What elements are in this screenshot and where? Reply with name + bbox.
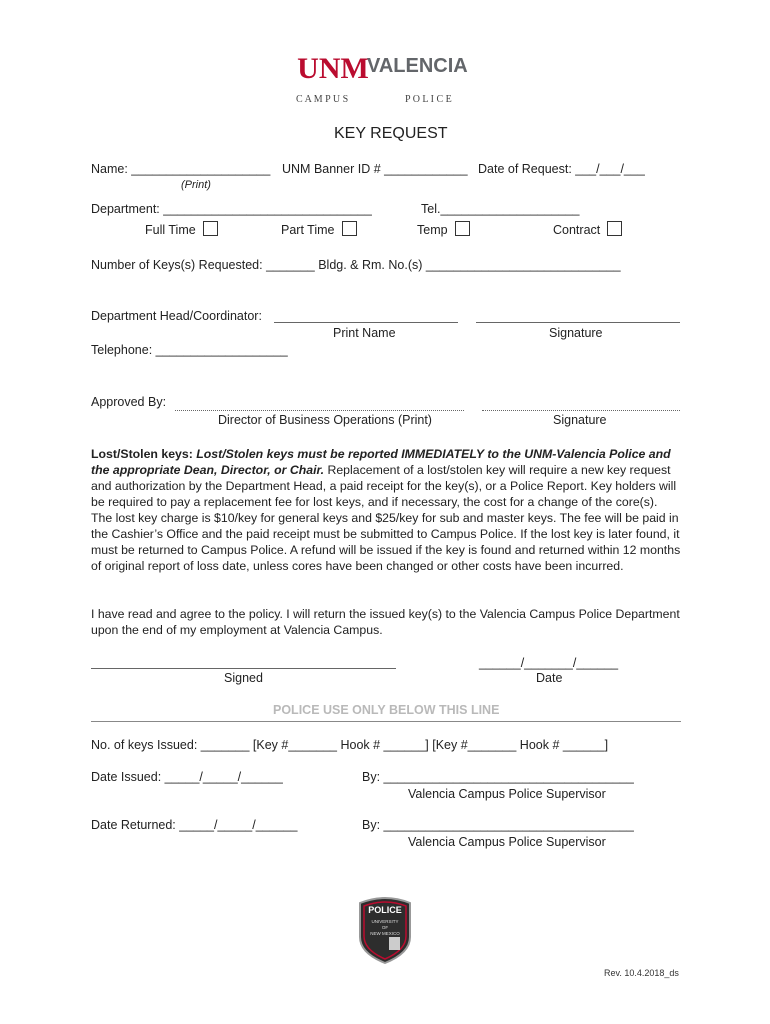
part-time-option[interactable]: [281, 221, 357, 237]
police-badge: [355, 895, 415, 968]
approved-by-label: Approved By:: [91, 395, 167, 409]
approved-print-line[interactable]: [175, 410, 464, 411]
date-of-request-field[interactable]: Date of Request: ___/___/___: [478, 162, 645, 176]
full-time-checkbox[interactable]: [203, 221, 218, 236]
full-time-label: Full Time: [145, 223, 196, 237]
agreement-paragraph: I have read and agree to the policy. I will return the issued key(s) to the Valencia Campus Police Department upon the end of my employment at Valencia Campus.: [91, 607, 680, 637]
dept-head-print-name-label: Print Name: [333, 326, 396, 340]
full-time-option[interactable]: [145, 221, 218, 237]
contract-checkbox[interactable]: [607, 221, 622, 236]
keys-requested-field[interactable]: Number of Keys(s) Requested: _______ Bldg. & Rm. No.(s) ____________________________: [91, 258, 621, 272]
logo-sub-campus: C A M P U S: [296, 94, 349, 105]
date-issued-field[interactable]: Date Issued: _____/_____/______: [91, 770, 283, 784]
form-title: KEY REQUEST: [334, 125, 448, 142]
signed-date-field[interactable]: ______/_______/______: [479, 656, 619, 670]
unm-logo: [297, 48, 369, 87]
dept-head-print-line[interactable]: [274, 322, 458, 323]
name-field[interactable]: Name: ____________________: [91, 162, 271, 176]
date-label: Date: [536, 671, 563, 685]
policy-emphasis: Lost/Stolen keys must be reported IMMEDIATELY to the UNM-Valencia Police and the appropriate Dean, Director, or Chair.: [91, 447, 671, 477]
keys-issued-field[interactable]: No. of keys Issued: _______ [Key #_______ Hook # ______] [Key #_______ Hook # ______]: [91, 738, 609, 752]
logo-sub-police: P O L I C E: [405, 94, 452, 105]
director-label: Director of Business Operations (Print): [218, 413, 432, 427]
dept-head-signature-line[interactable]: [476, 322, 680, 323]
police-use-divider: [91, 721, 681, 722]
svg-text:UNM: UNM: [297, 52, 369, 85]
dept-head-signature-label: Signature: [549, 326, 603, 340]
police-badge-icon: [355, 895, 415, 965]
temp-label: Temp: [417, 223, 448, 237]
issued-supervisor-label: Valencia Campus Police Supervisor: [408, 787, 606, 801]
approved-signature-line[interactable]: [482, 410, 680, 411]
approved-signature-label: Signature: [553, 413, 607, 427]
temp-checkbox[interactable]: [455, 221, 470, 236]
part-time-label: Part Time: [281, 223, 335, 237]
svg-text:UNIVERSITY: UNIVERSITY: [371, 919, 399, 924]
signed-label: Signed: [224, 671, 263, 685]
contract-option[interactable]: [553, 221, 622, 237]
department-field[interactable]: Department: ______________________________: [91, 202, 372, 216]
dept-head-label: Department Head/Coordinator:: [91, 309, 262, 323]
date-returned-field[interactable]: Date Returned: _____/_____/______: [91, 818, 298, 832]
policy-body: Replacement of a lost/stolen key will require a new key request and authorization by the Department Head, a paid receipt for the key(s), or a Police Report. Key holders will be required to pay a replacement fee for lost keys, and if necessary, the cost for a change of the core(s). The lost key charge is $10/key for general keys and $25/key for sub and master keys. The fee will be paid in the Cashier’s Office and the paid receipt must be submitted to Campus Police. If the lost key is later found, it must be returned to Campus Police. A refund will be issued if the key is found and returned within 12 months of original report of loss date, unless cores have been changed or other costs have been incurred.: [91, 463, 681, 573]
revision-label: Rev. 10.4.2018_ds: [604, 968, 679, 978]
svg-text:POLICE: POLICE: [368, 905, 402, 915]
returned-by-field[interactable]: By: ____________________________________: [362, 818, 634, 832]
banner-id-field[interactable]: UNM Banner ID # ____________: [282, 162, 468, 176]
issued-by-field[interactable]: By: ____________________________________: [362, 770, 634, 784]
telephone-field[interactable]: Telephone: ___________________: [91, 343, 288, 357]
returned-supervisor-label: Valencia Campus Police Supervisor: [408, 835, 606, 849]
policy-paragraph: [91, 446, 681, 574]
logo-name: VALENCIA: [367, 55, 468, 77]
svg-text:OF: OF: [381, 925, 389, 930]
print-hint: (Print): [181, 179, 211, 191]
svg-text:NEW MEXICO: NEW MEXICO: [370, 931, 400, 936]
part-time-checkbox[interactable]: [342, 221, 357, 236]
contract-label: Contract: [553, 223, 601, 237]
police-use-heading: POLICE USE ONLY BELOW THIS LINE: [273, 703, 500, 717]
tel-field[interactable]: Tel.____________________: [421, 202, 580, 216]
temp-option[interactable]: [417, 221, 470, 237]
unm-logo-mark-icon: [297, 48, 369, 85]
policy-lead: Lost/Stolen keys:: [91, 447, 193, 461]
signed-line[interactable]: [91, 668, 396, 669]
